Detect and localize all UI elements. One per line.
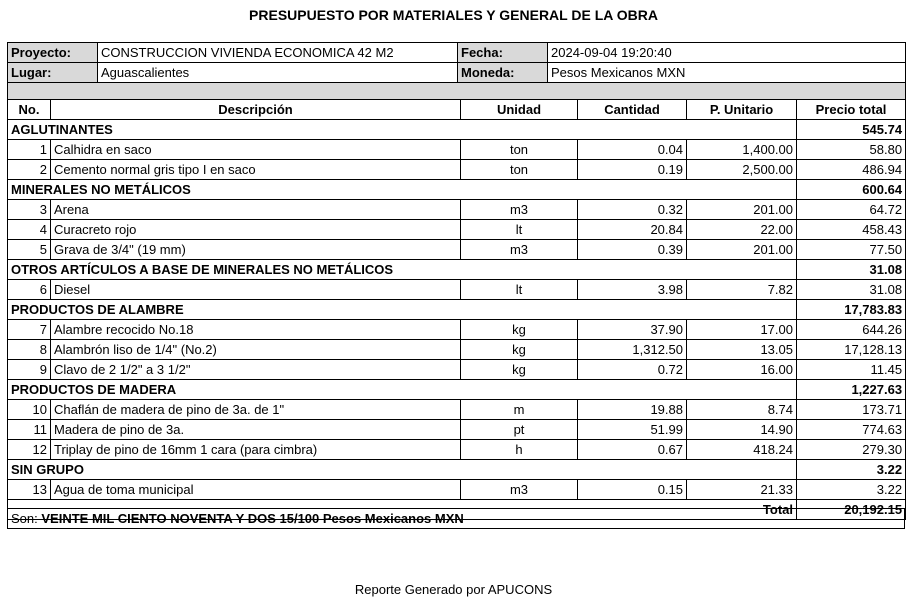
- group-name: PRODUCTOS DE MADERA: [8, 380, 797, 400]
- item-quantity: 0.15: [578, 480, 687, 500]
- item-no: 3: [8, 200, 51, 220]
- amount-in-words: [7, 508, 905, 529]
- item-unit: kg: [461, 320, 578, 340]
- item-unit: m: [461, 400, 578, 420]
- item-quantity: 0.32: [578, 200, 687, 220]
- project-info-table: [7, 42, 906, 83]
- item-description: Alambrón liso de 1/4" (No.2): [51, 340, 461, 360]
- item-unit: h: [461, 440, 578, 460]
- item-total: 31.08: [797, 280, 906, 300]
- item-no: 2: [8, 160, 51, 180]
- item-row: [8, 440, 906, 460]
- item-total: 458.43: [797, 220, 906, 240]
- proyecto-label: Proyecto:: [8, 43, 98, 63]
- item-description: Cemento normal gris tipo I en saco: [51, 160, 461, 180]
- item-description: Arena: [51, 200, 461, 220]
- proyecto-value: CONSTRUCCION VIVIENDA ECONOMICA 42 M2: [98, 43, 458, 63]
- header-no: No.: [8, 100, 51, 120]
- son-label: Son:: [11, 511, 38, 526]
- item-row: [8, 320, 906, 340]
- group-row: [8, 300, 906, 320]
- group-row: [8, 120, 906, 140]
- item-no: 9: [8, 360, 51, 380]
- header-row: [8, 100, 906, 120]
- item-unit-price: 14.90: [687, 420, 797, 440]
- item-total: 279.30: [797, 440, 906, 460]
- moneda-label: Moneda:: [458, 63, 548, 83]
- item-description: Curacreto rojo: [51, 220, 461, 240]
- item-unit-price: 201.00: [687, 240, 797, 260]
- item-row: [8, 240, 906, 260]
- item-quantity: 0.04: [578, 140, 687, 160]
- item-quantity: 1,312.50: [578, 340, 687, 360]
- item-unit-price: 8.74: [687, 400, 797, 420]
- item-unit: m3: [461, 200, 578, 220]
- item-row: [8, 420, 906, 440]
- item-unit: kg: [461, 340, 578, 360]
- item-no: 13: [8, 480, 51, 500]
- item-description: Triplay de pino de 16mm 1 cara (para cimbra): [51, 440, 461, 460]
- group-name: PRODUCTOS DE ALAMBRE: [8, 300, 797, 320]
- item-unit-price: 16.00: [687, 360, 797, 380]
- item-quantity: 20.84: [578, 220, 687, 240]
- fecha-value: 2024-09-04 19:20:40: [548, 43, 906, 63]
- item-no: 10: [8, 400, 51, 420]
- item-row: [8, 220, 906, 240]
- item-quantity: 0.72: [578, 360, 687, 380]
- item-quantity: 37.90: [578, 320, 687, 340]
- item-no: 12: [8, 440, 51, 460]
- header-punitario: P. Unitario: [687, 100, 797, 120]
- total-label: Total: [8, 500, 797, 520]
- header-descripcion: Descripción: [51, 100, 461, 120]
- item-unit-price: 17.00: [687, 320, 797, 340]
- group-total: 600.64: [797, 180, 906, 200]
- header-preciototal: Precio total: [797, 100, 906, 120]
- item-unit-price: 22.00: [687, 220, 797, 240]
- item-total: 58.80: [797, 140, 906, 160]
- header-cantidad: Cantidad: [578, 100, 687, 120]
- item-total: 644.26: [797, 320, 906, 340]
- group-total: 1,227.63: [797, 380, 906, 400]
- item-quantity: 51.99: [578, 420, 687, 440]
- spacer-cell: [8, 83, 906, 100]
- item-no: 8: [8, 340, 51, 360]
- item-no: 5: [8, 240, 51, 260]
- item-description: Diesel: [51, 280, 461, 300]
- lugar-label: Lugar:: [8, 63, 98, 83]
- item-row: [8, 280, 906, 300]
- item-description: Calhidra en saco: [51, 140, 461, 160]
- item-unit-price: 7.82: [687, 280, 797, 300]
- budget-table: [7, 82, 906, 520]
- item-unit-price: 1,400.00: [687, 140, 797, 160]
- item-row: [8, 340, 906, 360]
- report-title: PRESUPUESTO POR MATERIALES Y GENERAL DE LA OBRA: [249, 7, 658, 23]
- item-unit: lt: [461, 220, 578, 240]
- item-unit: m3: [461, 480, 578, 500]
- group-name: MINERALES NO METÁLICOS: [8, 180, 797, 200]
- group-total: 17,783.83: [797, 300, 906, 320]
- lugar-value: Aguascalientes: [98, 63, 458, 83]
- group-name: AGLUTINANTES: [8, 120, 797, 140]
- item-quantity: 19.88: [578, 400, 687, 420]
- item-no: 4: [8, 220, 51, 240]
- item-description: Grava de 3/4" (19 mm): [51, 240, 461, 260]
- fecha-label: Fecha:: [458, 43, 548, 63]
- item-total: 77.50: [797, 240, 906, 260]
- item-row: [8, 360, 906, 380]
- item-total: 3.22: [797, 480, 906, 500]
- moneda-value: Pesos Mexicanos MXN: [548, 63, 906, 83]
- item-total: 64.72: [797, 200, 906, 220]
- item-row: [8, 160, 906, 180]
- item-quantity: 3.98: [578, 280, 687, 300]
- group-row: [8, 460, 906, 480]
- item-unit: kg: [461, 360, 578, 380]
- item-quantity: 0.19: [578, 160, 687, 180]
- grand-total: 20,192.15: [797, 500, 906, 520]
- item-unit: m3: [461, 240, 578, 260]
- group-name: OTROS ARTÍCULOS A BASE DE MINERALES NO METÁLICOS: [8, 260, 797, 280]
- item-total: 774.63: [797, 420, 906, 440]
- item-description: Agua de toma municipal: [51, 480, 461, 500]
- spacer-row: [8, 83, 906, 100]
- group-row: [8, 180, 906, 200]
- item-unit: ton: [461, 140, 578, 160]
- item-unit-price: 201.00: [687, 200, 797, 220]
- item-row: [8, 140, 906, 160]
- item-description: Alambre recocido No.18: [51, 320, 461, 340]
- item-no: 6: [8, 280, 51, 300]
- item-unit-price: 418.24: [687, 440, 797, 460]
- item-no: 1: [8, 140, 51, 160]
- report-footer: Reporte Generado por APUCONS: [354, 582, 553, 597]
- item-no: 7: [8, 320, 51, 340]
- item-quantity: 0.67: [578, 440, 687, 460]
- item-quantity: 0.39: [578, 240, 687, 260]
- header-unidad: Unidad: [461, 100, 578, 120]
- item-row: [8, 200, 906, 220]
- item-unit: ton: [461, 160, 578, 180]
- group-row: [8, 260, 906, 280]
- item-description: Clavo de 2 1/2" a 3 1/2": [51, 360, 461, 380]
- item-total: 11.45: [797, 360, 906, 380]
- group-total: 3.22: [797, 460, 906, 480]
- item-no: 11: [8, 420, 51, 440]
- item-unit: lt: [461, 280, 578, 300]
- group-total: 545.74: [797, 120, 906, 140]
- item-total: 173.71: [797, 400, 906, 420]
- son-text: VEINTE MIL CIENTO NOVENTA Y DOS 15/100 Pesos Mexicanos MXN: [41, 511, 464, 526]
- son-cell: [8, 509, 905, 529]
- item-unit-price: 2,500.00: [687, 160, 797, 180]
- group-name: SIN GRUPO: [8, 460, 797, 480]
- item-total: 17,128.13: [797, 340, 906, 360]
- item-description: Madera de pino de 3a.: [51, 420, 461, 440]
- item-description: Chaflán de madera de pino de 3a. de 1": [51, 400, 461, 420]
- item-unit-price: 13.05: [687, 340, 797, 360]
- item-unit: pt: [461, 420, 578, 440]
- item-row: [8, 400, 906, 420]
- item-total: 486.94: [797, 160, 906, 180]
- item-unit-price: 21.33: [687, 480, 797, 500]
- item-row: [8, 480, 906, 500]
- group-row: [8, 380, 906, 400]
- group-total: 31.08: [797, 260, 906, 280]
